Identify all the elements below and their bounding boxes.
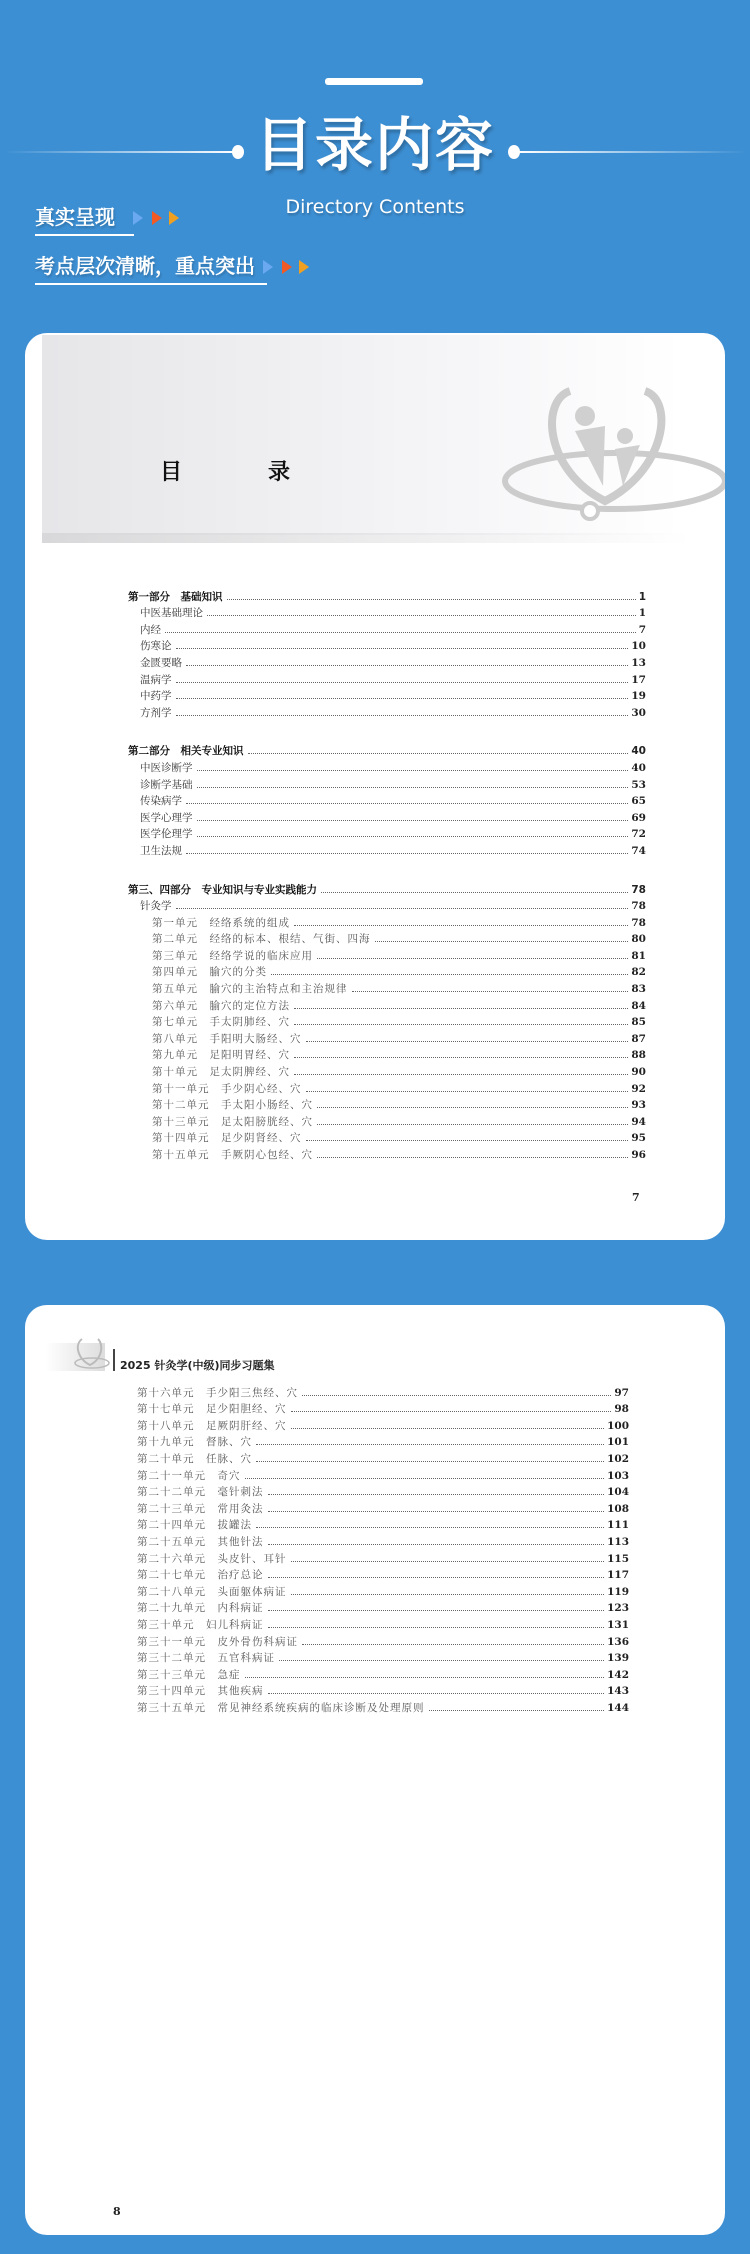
dot-leader [302,1644,604,1645]
toc-page-number: 93 [631,1099,646,1112]
dot-leader [197,787,629,788]
toc-entry-title: 第三十五单元 常见神经系统疾病的临床诊断及处理原则 [137,1701,425,1714]
toc-unit-row [137,1433,629,1450]
dot-leader [268,1511,605,1512]
toc-page-number: 40 [631,761,646,774]
toc-entry-title: 中医基础理论 [140,607,203,620]
toc-entry-title: 第十三单元 足太阳膀胱经、穴 [152,1115,313,1128]
dot-leader [294,1074,628,1075]
arrow-icon [152,211,162,225]
toc-unit-row [137,1466,629,1483]
toc-page-number: 97 [614,1386,629,1399]
toc-page-number: 92 [631,1082,646,1095]
dot-leader [317,1107,628,1108]
toc-part-row [128,587,646,604]
toc-entry-title: 卫生法规 [140,844,182,857]
toc-entry-title: 第十八单元 足厥阴肝经、穴 [137,1419,287,1432]
toc-unit-row [128,1029,646,1046]
dot-leader [268,1693,605,1694]
running-head: 2025 针灸学(中级)同步习题集 [120,1359,275,1372]
toc-entry-title: 第十一单元 手少阴心经、穴 [152,1082,302,1095]
dot-leader [176,908,629,909]
page-number: 8 [113,2205,121,2218]
toc-subject-row [128,620,646,637]
toc-page-7 [25,333,725,1240]
dot-leader [429,1710,605,1711]
toc-page-number: 65 [631,795,646,808]
dot-leader [245,1478,605,1479]
toc-entry-title: 第七单元 手太阴肺经、穴 [152,1016,290,1029]
toc-unit-row [137,1698,629,1715]
toc-entry-title: 第三十二单元 五官科病证 [137,1652,275,1665]
toc-page-number: 101 [607,1436,629,1449]
page-subtitle: Directory Contents [285,196,465,218]
toc-page-number: 10 [631,640,646,653]
toc-page-number: 13 [631,656,646,669]
toc-page-number: 136 [607,1635,629,1648]
toc-page-number: 113 [607,1535,629,1548]
dot-leader [197,836,629,837]
toc-subject-row [128,825,646,842]
toc-page-number: 82 [631,966,646,979]
toc-page-number: 1 [638,590,646,603]
toc-page-number: 103 [607,1469,629,1482]
toc-unit-row [128,979,646,996]
arrow-icon [299,260,309,274]
toc-list [137,1383,629,1715]
toc-subject-row [128,775,646,792]
tagline-1 [35,204,134,236]
toc-unit-row [128,913,646,930]
dot-leader [317,958,628,959]
toc-part-row [128,880,646,897]
toc-page-number: 74 [631,844,646,857]
toc-page-number: 40 [631,745,646,758]
toc-unit-row [128,946,646,963]
toc-page-number: 102 [607,1452,629,1465]
dot-leader [291,1411,612,1412]
toc-entry-title: 中医诊断学 [140,761,193,774]
toc-unit-row [137,1566,629,1583]
toc-unit-row [137,1483,629,1500]
toc-entry-title: 第二十七单元 治疗总论 [137,1569,264,1582]
toc-page-number: 117 [607,1569,629,1582]
toc-entry-title: 第三十单元 妇儿科病证 [137,1618,264,1631]
dot-leader [256,1527,604,1528]
toc-page-number: 111 [607,1519,629,1532]
toc-page-number: 30 [631,706,646,719]
dot-leader [321,892,628,893]
dot-leader [186,853,628,854]
toc-page-number: 94 [631,1115,646,1128]
toc-entry-title: 第二十九单元 内科病证 [137,1602,264,1615]
toc-unit-row [128,930,646,947]
toc-entry-title: 第三、四部分 专业知识与专业实践能力 [128,883,317,896]
toc-page-number: 90 [631,1066,646,1079]
toc-page-number: 144 [607,1701,629,1714]
toc-subject-row [128,808,646,825]
toc-subject-row [128,653,646,670]
toc-entry-title: 第十七单元 足少阳胆经、穴 [137,1403,287,1416]
toc-page-number: 69 [631,811,646,824]
page-number: 7 [632,1191,640,1204]
dot-leader [248,753,629,754]
toc-unit-row [137,1383,629,1400]
dot-leader [186,803,628,804]
toc-subject-row [128,687,646,704]
toc-unit-row [137,1665,629,1682]
toc-unit-row [128,1145,646,1162]
dot-leader [245,1677,605,1678]
toc-entry-title: 第八单元 手阳明大肠经、穴 [152,1032,302,1045]
toc-page-number: 131 [607,1618,629,1631]
toc-unit-row [128,1013,646,1030]
dot-leader [176,715,629,716]
toc-page-number: 88 [631,1049,646,1062]
toc-entry-title: 第十五单元 手厥阴心包经、穴 [152,1149,313,1161]
toc-subject-row [128,703,646,720]
toc-unit-row [137,1649,629,1666]
dot-leader [207,615,636,616]
toc-entry-title: 第二十一单元 奇穴 [137,1469,241,1482]
dot-leader [268,1494,605,1495]
toc-page-number: 96 [631,1149,646,1161]
toc-unit-row [137,1549,629,1566]
toc-entry-title: 第三十一单元 皮外骨伤科病证 [137,1635,298,1648]
toc-unit-row [137,1599,629,1616]
toc-unit-row [128,996,646,1013]
toc-entry-title: 第二十单元 任脉、穴 [137,1452,252,1465]
toc-entry-title: 第十二单元 手太阳小肠经、穴 [152,1099,313,1112]
toc-entry-title: 第二十八单元 头面躯体病证 [137,1585,287,1598]
dot-leader [197,820,629,821]
toc-page-number: 119 [607,1585,629,1598]
toc-unit-row [137,1416,629,1433]
toc-entry-title: 第五单元 腧穴的主治特点和主治规律 [152,983,348,996]
toc-entry-title: 第九单元 足阳明胃经、穴 [152,1049,290,1062]
toc-entry-title: 内经 [140,623,161,636]
dot-leader [176,648,629,649]
arrow-icon [133,211,143,225]
arrow-icon [282,260,292,274]
toc-unit-row [128,1096,646,1113]
toc-page-number: 100 [607,1419,629,1432]
dot-leader [302,1395,611,1396]
tagline-text: 考点层次清晰，重点突出 [35,254,255,278]
toc-subject-row [128,670,646,687]
toc-unit-row [137,1499,629,1516]
toc-entry-title: 第十六单元 手少阳三焦经、穴 [137,1386,298,1399]
toc-page-number: 142 [607,1668,629,1681]
toc-page-number: 85 [631,1016,646,1029]
toc-page-number: 87 [631,1032,646,1045]
toc-page-8 [25,1305,725,2235]
tagline-2 [35,253,267,285]
dot-leader [268,1627,605,1628]
toc-entry-title: 第三十四单元 其他疾病 [137,1685,264,1698]
toc-subject-row [128,897,646,914]
toc-entry-title: 第三十三单元 急症 [137,1668,241,1681]
toc-page-number: 80 [631,933,646,946]
dot-leader [291,1594,605,1595]
toc-page-number: 72 [631,828,646,841]
dot-leader [256,1444,604,1445]
toc-page-number: 123 [607,1602,629,1615]
toc-page-number: 115 [607,1552,629,1565]
toc-entry-title: 金匮要略 [140,656,182,669]
tagline-text: 真实呈现 [35,205,115,229]
toc-entry-title: 第二单元 经络的标本、根结、气街、四海 [152,933,371,946]
toc-entry-title: 伤寒论 [140,640,172,653]
arrow-icon [263,260,273,274]
toc-entry-title: 第二十二单元 毫针刺法 [137,1486,264,1499]
toc-page-number: 139 [607,1652,629,1665]
toc-list [128,587,646,1162]
toc-unit-row [128,1112,646,1129]
toc-entry-title: 第二十五单元 其他针法 [137,1535,264,1548]
toc-page-number: 1 [638,607,646,620]
toc-entry-title: 第十四单元 足少阴肾经、穴 [152,1132,302,1145]
toc-entry-title: 第十单元 足太阴脾经、穴 [152,1066,290,1079]
toc-heading: 目 录 [160,460,323,485]
toc-page-number: 78 [631,916,646,929]
dot-leader [268,1577,605,1578]
arrow-icon [169,211,179,225]
toc-entry-title: 第一部分 基础知识 [128,590,223,603]
toc-unit-row [137,1682,629,1699]
dot-leader [186,665,628,666]
dot-leader [317,1124,628,1125]
toc-entry-title: 传染病学 [140,795,182,808]
toc-unit-row [137,1582,629,1599]
toc-entry-title: 第一单元 经络系统的组成 [152,916,290,929]
dot-leader [279,1660,604,1661]
dot-leader [306,1140,629,1141]
toc-page-number: 19 [631,690,646,703]
toc-entry-title: 医学心理学 [140,811,193,824]
dot-leader [294,1008,628,1009]
toc-page-number: 84 [631,999,646,1012]
dot-leader [291,1561,605,1562]
dot-leader [227,599,636,600]
toc-entry-title: 医学伦理学 [140,828,193,841]
page-title: 目录内容 [254,111,495,179]
toc-page-number: 78 [631,900,646,913]
toc-entry-title: 第二十六单元 头皮针、耳针 [137,1552,287,1565]
dot-leader [256,1461,604,1462]
toc-unit-row [128,1129,646,1146]
toc-entry-title: 方剂学 [140,706,172,719]
dot-leader [294,1057,628,1058]
toc-entry-title: 第二十三单元 常用灸法 [137,1502,264,1515]
toc-entry-title: 诊断学基础 [140,778,193,791]
toc-entry-title: 第三单元 经络学说的临床应用 [152,949,313,962]
toc-page-number: 95 [631,1132,646,1145]
toc-subject-row [128,604,646,621]
dot-leader [317,1157,628,1158]
toc-unit-row [137,1532,629,1549]
toc-entry-title: 第六单元 腧穴的定位方法 [152,999,290,1012]
toc-part-row [128,742,646,759]
dot-leader [176,682,629,683]
dot-leader [294,925,628,926]
dot-leader [268,1544,605,1545]
dot-leader [306,1041,629,1042]
dot-leader [375,941,629,942]
toc-entry-title: 第二部分 相关专业知识 [128,745,244,758]
toc-page-number: 98 [614,1403,629,1416]
toc-subject-row [128,758,646,775]
toc-entry-title: 针灸学 [140,900,172,913]
header-bar-decoration [325,78,423,85]
dot-leader [197,770,629,771]
toc-page-number: 104 [607,1486,629,1499]
toc-page-number: 81 [631,949,646,962]
toc-entry-title: 第四单元 腧穴的分类 [152,966,267,979]
toc-unit-row [128,963,646,980]
dot-leader [268,1610,605,1611]
spacer [128,858,646,880]
divider [113,1349,115,1371]
medical-logo-icon [485,361,725,521]
toc-entry-title: 第十九单元 督脉、穴 [137,1436,252,1449]
toc-unit-row [137,1632,629,1649]
toc-page-number: 78 [631,883,646,896]
toc-unit-row [137,1615,629,1632]
toc-page-number: 7 [638,623,646,636]
dot-leader [352,991,629,992]
dot-leader [306,1091,629,1092]
toc-unit-row [137,1449,629,1466]
toc-entry-title: 中药学 [140,690,172,703]
toc-subject-row [128,637,646,654]
spacer [128,720,646,742]
dot-leader [291,1428,605,1429]
toc-page-number: 83 [631,983,646,996]
dot-leader [294,1024,628,1025]
toc-subject-row [128,841,646,858]
toc-unit-row [128,1046,646,1063]
heading-band-edge [42,533,692,543]
toc-entry-title: 第二十四单元 拔罐法 [137,1519,252,1532]
toc-entry-title: 温病学 [140,673,172,686]
toc-unit-row [137,1516,629,1533]
toc-unit-row [128,1062,646,1079]
toc-page-number: 17 [631,673,646,686]
toc-page-number: 53 [631,778,646,791]
toc-page-number: 108 [607,1502,629,1515]
toc-subject-row [128,792,646,809]
toc-unit-row [128,1079,646,1096]
dot-leader [271,974,628,975]
dot-leader [176,698,629,699]
toc-unit-row [137,1400,629,1417]
dot-leader [165,632,636,633]
small-logo-icon [70,1335,110,1371]
toc-page-number: 143 [607,1685,629,1698]
